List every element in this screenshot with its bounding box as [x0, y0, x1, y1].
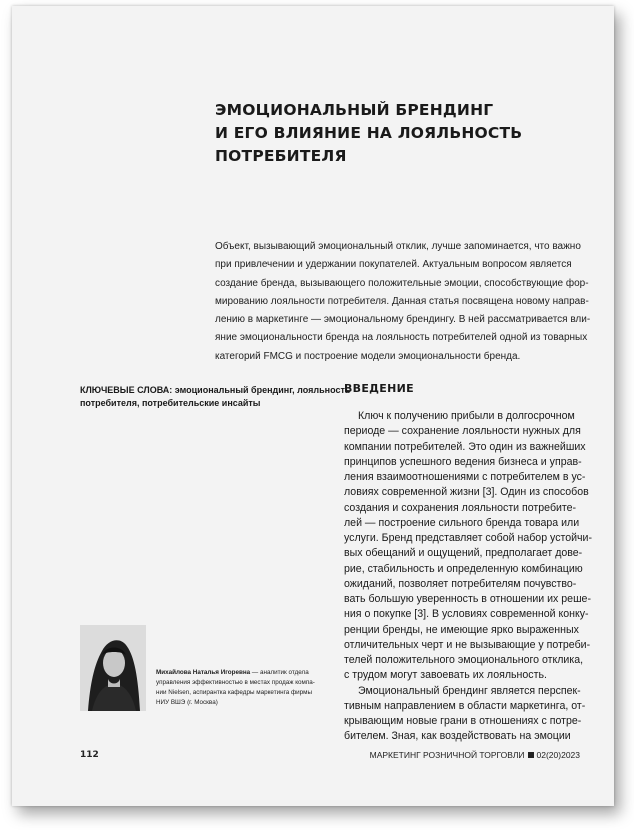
body-line: отличительных черт и не вызывающие у потреби- — [344, 638, 591, 651]
body-line: ренции бренды, не имеющие ярко выраженных — [344, 623, 579, 636]
author-line: нии Nielsen, аспирантка кафедры маркетинга фирмы — [156, 689, 313, 696]
body-line: с трудом могут завоевать их лояльность. — [344, 669, 547, 682]
journal-page — [12, 6, 614, 806]
journal-issue: 02(20)2023 — [536, 750, 580, 760]
abstract-line: яние эмоциональности бренда на лояльность потребителей одной из товарных — [215, 332, 588, 344]
body-line: лей — построение сильного бренда товара или — [344, 516, 580, 529]
title-line: ПОТРЕБИТЕЛЯ — [215, 147, 347, 165]
author-photo-image — [80, 625, 146, 711]
author-line: НИУ ВШЭ (г. Москва) — [156, 699, 218, 706]
article-body — [344, 409, 594, 745]
body-line: ния о покупке [3]. В условиях современной конку- — [344, 608, 589, 621]
journal-footer — [370, 750, 580, 760]
body-line: услуги. Бренд представляет собой набор устойчи- — [344, 532, 593, 544]
abstract-line: при привлечении и удержании покупателей. Актуальным вопросом является — [215, 259, 572, 271]
body-line: создания и сохранения лояльности потребите- — [344, 501, 577, 514]
body-line: Ключ к получению прибыли в долгосрочном — [358, 410, 575, 422]
body-line: периоде — сохранение лояльности нужных для — [344, 425, 581, 438]
author-info — [156, 668, 331, 708]
body-line: рие, стабильность и определенную комбинацию — [344, 562, 583, 575]
author-name: Михайлова Наталья Игоревна — [156, 669, 251, 676]
square-icon — [528, 752, 534, 758]
keywords — [80, 384, 351, 410]
page-number: 112 — [80, 750, 99, 760]
abstract-line: лению в маркетинге — эмоциональному брендингу. В ней рассматривается вли- — [215, 314, 591, 326]
abstract-line: Объект, вызывающий эмоциональный отклик, лучше запоминается, что важно — [215, 241, 581, 252]
article-title — [215, 99, 545, 168]
keywords-line: потребителя, потребительские инсайты — [80, 398, 261, 408]
title-line: ЭМОЦИОНАЛЬНЫЙ БРЕНДИНГ — [215, 101, 494, 119]
body-line: вать большую уверенность в отношении их реше- — [344, 593, 591, 605]
section-heading: ВВЕДЕНИЕ — [344, 382, 414, 395]
author-line — [156, 668, 331, 678]
body-line: бителем. Зная, как воздействовать на эмоции — [344, 730, 571, 743]
body-line: вых обещаний и ощущений, предполагает дове- — [344, 547, 583, 560]
body-line: компании потребителей. Это один из важнейших — [344, 440, 586, 453]
journal-name: МАРКЕТИНГ РОЗНИЧНОЙ ТОРГОВЛИ — [369, 750, 525, 760]
abstract-line: мированию лояльности потребителя. Данная статья посвящена новому направ- — [215, 295, 589, 307]
author-line: управления эффективностью в местах продаж компа- — [156, 679, 315, 686]
body-line: принципов успешного ведения бизнеса и управ- — [344, 455, 582, 468]
title-line: И ЕГО ВЛИЯНИЕ НА ЛОЯЛЬНОСТЬ — [215, 124, 523, 142]
abstract-line: категорий FMCG и построение модели эмоциональности бренда. — [215, 350, 521, 362]
body-line: Эмоциональный брендинг является перспек- — [358, 684, 581, 697]
author-photo — [80, 625, 146, 711]
body-line: крывающим новые грани в отношениях с потре- — [344, 715, 582, 727]
body-line: телей положительного эмоционального отклика, — [344, 654, 584, 666]
keywords-line: КЛЮЧЕВЫЕ СЛОВА: эмоциональный брендинг, лояльность — [80, 385, 351, 395]
author-role: — аналитик отдела — [250, 669, 309, 676]
body-line: ловиях современной жизни [3]. Один из способов — [344, 486, 589, 499]
body-line: ожиданий, позволяет потребителям почувство- — [344, 577, 577, 590]
body-line: ления взаимоотношениями с потребителем в ус- — [344, 471, 586, 483]
article-abstract — [215, 238, 591, 366]
body-line: тивным направлением в области маркетинга, от- — [344, 699, 586, 712]
abstract-line: создание бренда, вызывающего положительные эмоции, способствующие фор- — [215, 277, 589, 289]
